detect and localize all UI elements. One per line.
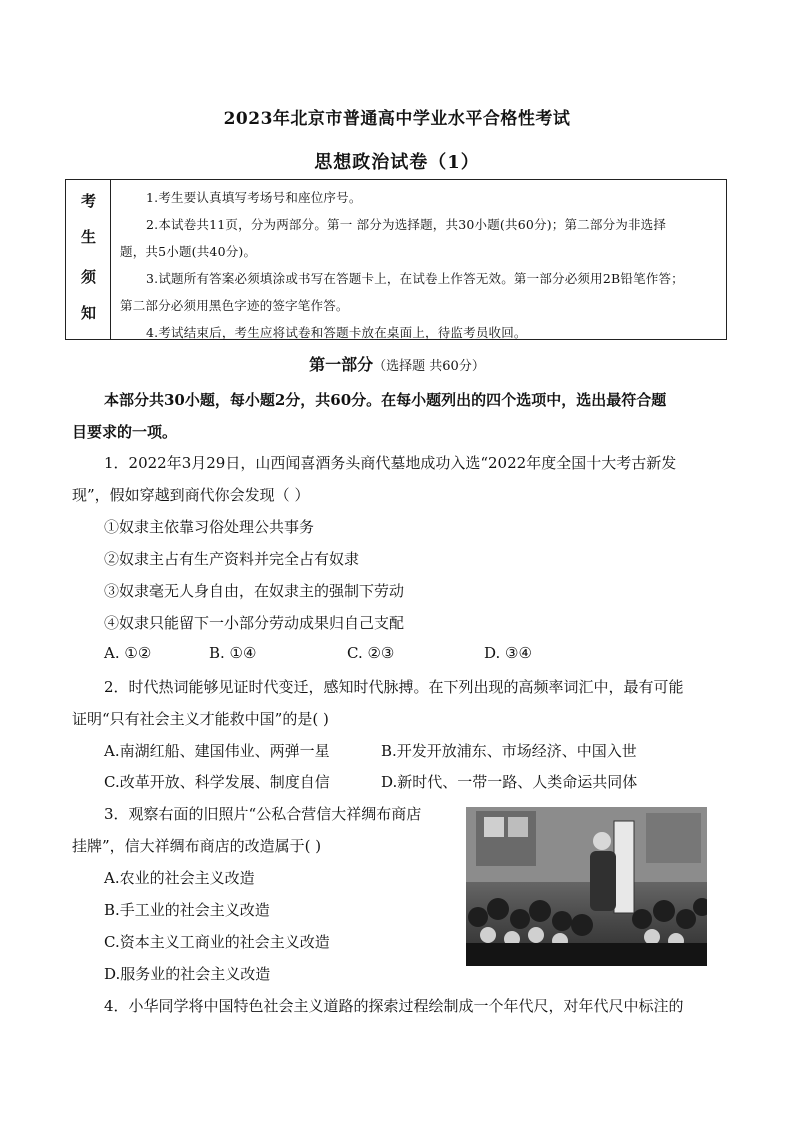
part1-title: 第一部分 (309, 355, 374, 374)
q4-stem: 4．小华同学将中国特色社会主义道路的探索过程绘制成一个年代尺，对年代尺中标注的 (104, 997, 684, 1015)
notice-label (66, 180, 111, 339)
q1-statement: ①奴隶主依靠习俗处理公共事务 (104, 518, 315, 536)
q3-stem: 3．观察右面的旧照片“公私合营信大祥绸布商店 (104, 805, 422, 823)
q3-option-c: C.资本主义工商业的社会主义改造 (104, 933, 330, 951)
q1-statement: ②奴隶主占有生产资料并完全占有奴隶 (104, 550, 360, 568)
q1-option-c: C. ②③ (347, 644, 395, 662)
notice-label-char: 考 (80, 192, 96, 210)
notice-line: 题，共5小题(共40分)。 (120, 244, 257, 259)
part1-instruction: 目要求的一项。 (72, 423, 178, 441)
q3-stem: 挂牌”，信大祥绸布商店的改造属于( ) (72, 837, 322, 855)
q1-option-a: A. ①② (104, 644, 152, 662)
notice-body (112, 180, 726, 339)
notice-label-char: 知 (80, 304, 96, 322)
candidate-notice-box (65, 179, 727, 340)
q3-option-b: B.手工业的社会主义改造 (104, 901, 270, 919)
q1-option-d: D. ③④ (484, 644, 532, 662)
photo-illustration (466, 807, 707, 966)
q2-option-b: B.开发开放浦东、市场经济、中国入世 (381, 742, 637, 760)
exam-subtitle: 思想政治试卷（1） (314, 152, 480, 173)
q1-stem: 现”，假如穿越到商代你会发现（ ） (72, 486, 310, 504)
q2-stem: 2．时代热词能够见证时代变迁，感知时代脉搏。在下列出现的高频率词汇中，最有可能 (104, 678, 684, 696)
notice-label-char: 生 (80, 228, 96, 246)
exam-title: 2023年北京市普通高中学业水平合格性考试 (223, 109, 571, 129)
q1-statement: ③奴隶毫无人身自由，在奴隶主的强制下劳动 (104, 582, 405, 600)
notice-line: 第二部分必须用黑色字迹的签字笔作答。 (120, 298, 349, 313)
q1-option-b: B. ①④ (209, 644, 257, 662)
part1-heading (0, 352, 794, 375)
q2-option-d: D.新时代、一带一路、人类命运共同体 (381, 773, 638, 791)
q3-option-d: D.服务业的社会主义改造 (104, 965, 271, 983)
notice-line: 1.考生要认真填写考场号和座位序号。 (146, 190, 362, 205)
notice-label-char: 须 (80, 268, 96, 286)
q2-option-c: C.改革开放、科学发展、制度自信 (104, 773, 330, 791)
q1-stem: 1．2022年3月29日，山西闻喜酒务头商代墓地成功入选“2022年度全国十大考古新发 (104, 454, 677, 472)
q3-option-a: A.农业的社会主义改造 (104, 869, 255, 887)
notice-line: 3.试题所有答案必须填涂或书写在答题卡上，在试卷上作答无效。第一部分必须用2B铅笔作答； (146, 271, 684, 286)
historical-photo (466, 807, 707, 966)
q2-option-a: A.南湖红船、建国伟业、两弹一星 (104, 742, 330, 760)
q2-stem: 证明“只有社会主义才能救中国”的是( ) (72, 710, 329, 728)
notice-line: 4.考试结束后，考生应将试卷和答题卡放在桌面上，待监考员收回。 (146, 325, 527, 340)
part1-instruction: 本部分共30小题，每小题2分，共60分。在每小题列出的四个选项中，选出最符合题 (104, 391, 667, 409)
part1-title-note: （选择题 共60分） (373, 359, 485, 374)
q1-statement: ④奴隶只能留下一小部分劳动成果归自己支配 (104, 614, 405, 632)
notice-line: 2.本试卷共11页，分为两部分。第一 部分为选择题，共30小题(共60分)；第二部分为非选择 (146, 217, 667, 232)
